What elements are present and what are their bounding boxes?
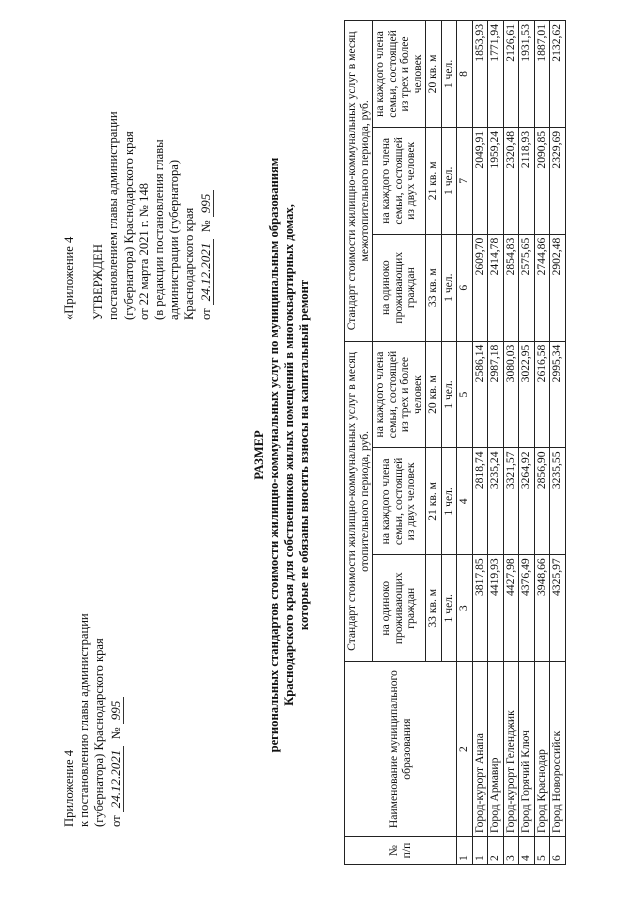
- appendix-header-left: [62, 613, 124, 827]
- appendix-line: к постановлению главы администрации: [77, 613, 92, 827]
- approval-header-right: «Приложение 4 УТВЕРЖДЕН постановлением главы администрации (губернатора) Краснодарского края от 22 марта 2021 г. № 148 (в редакции постановления главы администрации (губернатора) Краснодарского края от 24.12.2021 № 995: [62, 111, 213, 320]
- area-cell: 21 кв. м: [426, 448, 442, 555]
- appendix-date-line: от 24.12.2021 № 995: [108, 613, 124, 827]
- column-subheader: на каждого члена семьи, состоящей из трех и более человек: [373, 341, 426, 448]
- persons-cell: 1 чел.: [441, 341, 457, 448]
- area-cell: 20 кв. м: [426, 21, 442, 128]
- area-cell: 33 кв. м: [426, 555, 442, 662]
- appendix-line: (губернатора) Краснодарского края: [92, 638, 107, 827]
- table-row: 4 Город Горячий Ключ 4376,49 3264,92 3022,95 2575,65 2118,93 1931,53: [519, 21, 535, 865]
- table-row: 3 Город-курорт Геленджик 4427,98 3321,57 3080,03 2854,83 2320,48 2126,61: [503, 21, 519, 865]
- municipality-name: Город-курорт Анапа: [472, 662, 488, 837]
- appendix-label: Приложение 4: [62, 749, 76, 827]
- column-number-cell: 3: [457, 555, 473, 662]
- column-header-number: № п/п: [345, 837, 457, 865]
- municipality-name: Город Горячий Ключ: [519, 662, 535, 837]
- column-number-cell: 7: [457, 127, 473, 234]
- table-header-row: [345, 21, 373, 865]
- column-number-cell: 5: [457, 341, 473, 448]
- persons-cell: 1 чел.: [441, 21, 457, 128]
- persons-cell: 1 чел.: [441, 448, 457, 555]
- handwritten-number: 995: [198, 190, 214, 218]
- table-row: 6 Город Новороссийск 4325,97 3235,55 2995,34 2902,48 2329,69 2132,62: [550, 21, 566, 865]
- table-column-number-row: [457, 21, 473, 865]
- handwritten-number: 995: [108, 697, 124, 725]
- column-number-cell: 1: [457, 837, 473, 865]
- column-number-cell: 2: [457, 662, 473, 837]
- persons-cell: 1 чел.: [441, 234, 457, 341]
- municipality-name: Город Новороссийск: [550, 662, 566, 837]
- handwritten-date: 24.12.2021: [108, 746, 124, 813]
- column-number-cell: 8: [457, 21, 473, 128]
- approval-date-line: от 24.12.2021 № 995: [198, 111, 214, 320]
- table-row: 2 Город Армавир 4419,93 3235,24 2987,18 2414,78 1959,24 1771,94: [488, 21, 504, 865]
- municipality-name: Город-курорт Геленджик: [503, 662, 519, 837]
- handwritten-date: 24.12.2021: [198, 239, 214, 306]
- column-header-heating: Стандарт стоимости жилищно-коммунальных услуг в месяц отопительного периода, руб.: [345, 341, 373, 662]
- column-subheader: на каждого члена семьи, состоящей из двух человек: [373, 448, 426, 555]
- municipality-name: Город Армавир: [488, 662, 504, 837]
- area-cell: 33 кв. м: [426, 234, 442, 341]
- column-subheader: на каждого члена семьи, состоящей из трех и более человек: [373, 21, 426, 128]
- column-header-nonheating: Стандарт стоимости жилищно-коммунальных услуг в месяц межотопительного периода, руб.: [345, 21, 373, 342]
- table-row: 1 Город-курорт Анапа 3817,85 2818,74 2586,14 2609,70 2049,91 1853,93: [472, 21, 488, 865]
- column-number-cell: 6: [457, 234, 473, 341]
- table-row: 5 Город Краснодар 3948,66 2856,90 2616,58 2744,86 2090,85 1887,01: [534, 21, 550, 865]
- column-number-cell: 4: [457, 448, 473, 555]
- document-title: РАЗМЕР региональных стандартов стоимости жилищно-коммунальных услуг по муниципальным образованиям Краснодарского края для собственников жилых помещений в многоквартирных домах, которые не обязаны вносить взносы на капитальный ремонт: [252, 115, 312, 795]
- column-subheader: на каждого члена семьи, состоящей из двух человек: [373, 127, 426, 234]
- approved-label: УТВЕРЖДЕН: [91, 244, 106, 320]
- area-cell: 20 кв. м: [426, 341, 442, 448]
- column-subheader: на одиноко проживающих граждан: [373, 234, 426, 341]
- column-header-name: Наименование муниципального образования: [345, 662, 457, 837]
- persons-cell: 1 чел.: [441, 127, 457, 234]
- municipality-name: Город Краснодар: [534, 662, 550, 837]
- standards-table: [344, 20, 566, 865]
- title-heading: РАЗМЕР: [252, 430, 266, 480]
- appendix-label: «Приложение 4: [62, 236, 76, 320]
- column-subheader: на одиноко проживающих граждан: [373, 555, 426, 662]
- persons-cell: 1 чел.: [441, 555, 457, 662]
- area-cell: 21 кв. м: [426, 127, 442, 234]
